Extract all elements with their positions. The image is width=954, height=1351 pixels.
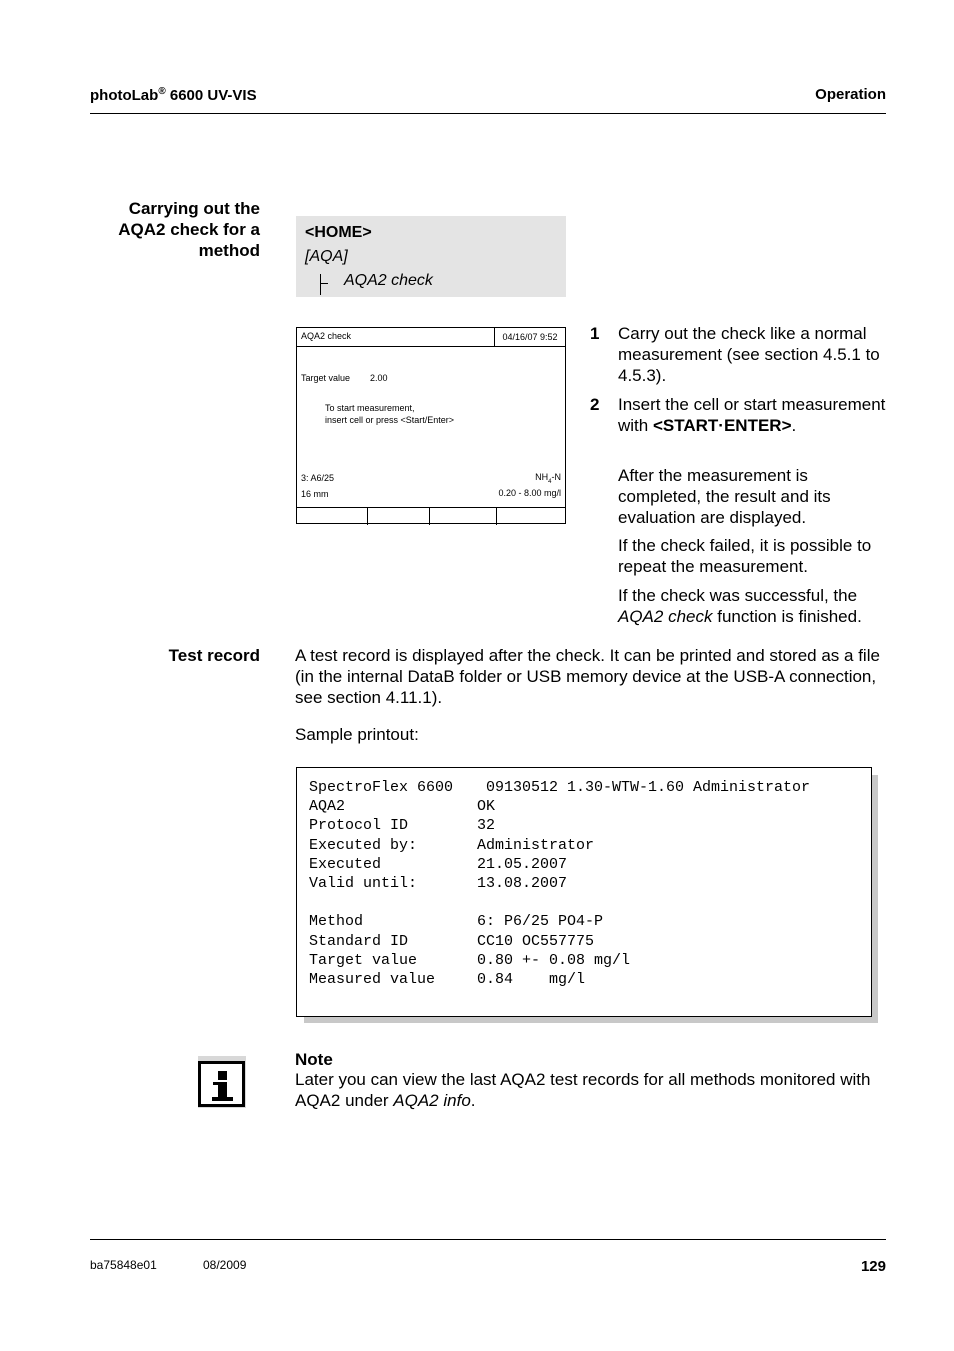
note-heading: Note bbox=[295, 1050, 333, 1069]
printout-value: 6: P6/25 PO4-P bbox=[477, 913, 604, 931]
heading-line-3: method bbox=[198, 241, 260, 260]
step-2-text bbox=[618, 394, 888, 436]
step-1-number: 1 bbox=[590, 324, 600, 343]
screen-title: AQA2 check bbox=[301, 331, 352, 341]
menu-key-home: <HOME> bbox=[305, 224, 372, 241]
info-icon-serif-bottom bbox=[212, 1097, 233, 1101]
printout-key: Executed bbox=[309, 855, 382, 873]
header-product bbox=[90, 86, 257, 104]
success-text-after: function is finished. bbox=[712, 607, 862, 626]
step-2-number: 2 bbox=[590, 395, 600, 414]
screen-message-line-2: insert cell or press <Start/Enter> bbox=[325, 415, 455, 425]
printout-key: SpectroFlex 6600 bbox=[309, 779, 454, 796]
printout-key: Protocol ID bbox=[309, 817, 409, 835]
printout-value: 0.84 mg/l bbox=[477, 971, 586, 989]
printout-value: 09130512 1.30-WTW-1.60 Administrator bbox=[477, 779, 811, 796]
screen-message-line-1: To start measurement, bbox=[325, 403, 415, 413]
softkey-4[interactable] bbox=[496, 508, 566, 525]
step-2-failed-note: If the check failed, it is possible to repeat the measurement. bbox=[618, 536, 872, 576]
device-screen bbox=[296, 327, 566, 524]
sample-printout-label: Sample printout: bbox=[295, 725, 419, 744]
printout-key: Method bbox=[309, 913, 364, 931]
printout-value: 0.80 +- 0.08 mg/l bbox=[477, 951, 631, 969]
heading-line-2: AQA2 check for a bbox=[118, 220, 260, 239]
step-2-text-before: Insert the cell or start measurement with bbox=[618, 395, 886, 435]
printout-row bbox=[309, 874, 810, 893]
printout-value: 32 bbox=[477, 817, 496, 835]
printout-key: Executed by: bbox=[309, 836, 418, 854]
header-rule bbox=[90, 113, 886, 114]
printout-row bbox=[309, 778, 810, 797]
step-2-success-note bbox=[618, 585, 888, 627]
info-icon-dot bbox=[218, 1071, 227, 1080]
printout-value: Administrator bbox=[477, 836, 595, 854]
printout-row bbox=[309, 970, 810, 989]
note-text-after: . bbox=[470, 1091, 476, 1110]
printout-row bbox=[309, 836, 810, 855]
softkey-2[interactable] bbox=[367, 508, 430, 525]
menu-aqa: [AQA] bbox=[305, 248, 348, 265]
printout-row bbox=[309, 855, 810, 874]
printout-key: Target value bbox=[309, 951, 418, 969]
menu-path-box bbox=[296, 216, 566, 297]
aqa2-check-function: AQA2 check bbox=[618, 607, 713, 626]
menu-branch-tick bbox=[320, 283, 328, 284]
printout-row bbox=[309, 797, 810, 816]
printout-key: Measured value bbox=[309, 971, 436, 989]
footer-rule bbox=[90, 1239, 886, 1240]
target-value: 2.00 bbox=[370, 373, 388, 383]
printout-row bbox=[309, 951, 810, 970]
printout-key: AQA2 bbox=[309, 798, 346, 816]
screen-range: 0.20 - 8.00 mg/l bbox=[498, 488, 561, 498]
printout-row bbox=[309, 932, 810, 951]
step-1-text: Carry out the check like a normal measurement (see section 4.5.1 to 4.5.3). bbox=[618, 324, 880, 385]
menu-branch-icon bbox=[320, 274, 321, 295]
note-text-before: Later you can view the last AQA2 test records for all methods monitored with AQA2 under bbox=[295, 1070, 871, 1110]
printout-value: CC10 OC557775 bbox=[477, 932, 595, 950]
info-icon-frame bbox=[198, 1061, 245, 1107]
printout-value: OK bbox=[477, 798, 496, 816]
step-2-after-note: After the measurement is completed, the result and its evaluation are displayed. bbox=[618, 466, 831, 527]
parameter-main: NH bbox=[535, 472, 549, 482]
step-2-text-after: . bbox=[791, 416, 797, 435]
start-enter-key: <START·ENTER> bbox=[652, 416, 792, 435]
softkey-1[interactable] bbox=[297, 508, 368, 525]
menu-item-aqa2-check: AQA2 check bbox=[344, 272, 433, 289]
target-value-label: Target value bbox=[301, 373, 351, 383]
printout-key: Valid until: bbox=[309, 875, 418, 893]
product-name: photoLab bbox=[90, 87, 159, 104]
printout-value: 21.05.2007 bbox=[477, 855, 568, 873]
sample-printout bbox=[296, 767, 872, 1017]
info-icon bbox=[198, 1056, 246, 1108]
page-number: 129 bbox=[860, 1258, 886, 1275]
info-icon-serif-top bbox=[213, 1082, 221, 1085]
parameter-subscript: 4 bbox=[548, 478, 552, 485]
screen-method: 3: A6/25 bbox=[301, 473, 335, 483]
screen-title-bar bbox=[297, 328, 565, 347]
heading-line-1: Carrying out the bbox=[128, 199, 260, 218]
softkey-bar bbox=[297, 507, 565, 525]
note-text bbox=[295, 1069, 887, 1111]
aqa2-info-menu: AQA2 info bbox=[393, 1091, 471, 1110]
printout-row bbox=[309, 816, 810, 835]
printout-value bbox=[477, 893, 810, 912]
printout-key bbox=[309, 893, 477, 912]
aqa2-section-heading bbox=[90, 198, 260, 261]
footer-date: 08/2009 bbox=[203, 1258, 247, 1272]
footer-doc-id: ba75848e01 bbox=[90, 1258, 157, 1272]
screen-cell-path: 16 mm bbox=[301, 489, 329, 499]
printout-value: 13.08.2007 bbox=[477, 875, 568, 893]
softkey-3[interactable] bbox=[429, 508, 497, 525]
test-record-paragraph: A test record is displayed after the check. It can be printed and stored as a file (in the internal DataB folder or USB memory device at the USB-A connection, see section 4.11.1). bbox=[295, 646, 880, 707]
header-section: Operation bbox=[815, 86, 886, 103]
printout-row bbox=[309, 912, 810, 931]
parameter-suffix: -N bbox=[551, 472, 561, 482]
success-text-before: If the check was successful, the bbox=[618, 586, 858, 605]
printout-key: Standard ID bbox=[309, 932, 409, 950]
screen-datetime: 04/16/07 9:52 bbox=[494, 328, 565, 346]
screen-parameter bbox=[535, 472, 561, 485]
printout-table bbox=[309, 778, 810, 989]
printout-row bbox=[309, 893, 810, 912]
product-model: 6600 UV-VIS bbox=[165, 87, 257, 104]
test-record-heading: Test record bbox=[168, 646, 260, 665]
registered-mark: ® bbox=[158, 86, 166, 97]
